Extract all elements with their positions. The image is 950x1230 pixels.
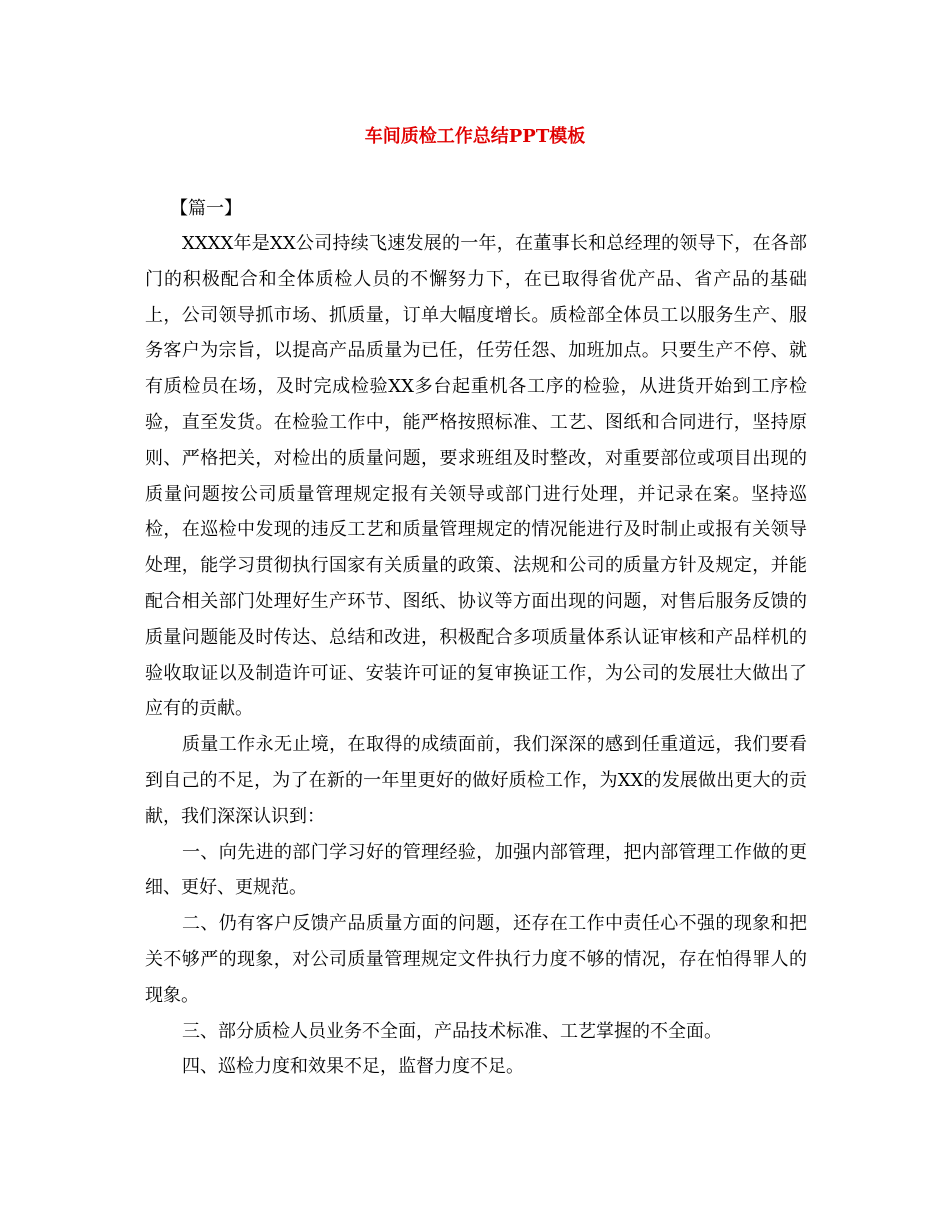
paragraph: 四、巡检力度和效果不足，监督力度不足。 — [182, 1056, 524, 1078]
document-body — [145, 226, 807, 1085]
paragraph: 三、部分质检人员业务不全面，产品技术标准、工艺掌握的不全面。 — [182, 1020, 722, 1042]
paragraph: 质量工作永无止境，在取得的成绩面前，我们深深的感到任重道远，我们要看到自己的不足，为了在新的一年里更好的做好质检工作，为XX的发展做出更大的贡献，我们深深认识到： — [145, 734, 807, 827]
paragraph: XXXX年是XX公司持续飞速发展的一年，在董事长和总经理的领导下，在各部门的积极配合和全体质检人员的不懈努力下，在已取得省优产品、省产品的基础上，公司领导抓市场、抓质量，订单大幅度增长。质检部全体员工以服务生产、服务客户为宗旨，以提高产品质量为已任，任劳任怨、加班加点。只要生产不停、就有质检员在场，及时完成检验XX多台起重机各工序的检验，从进货开始到工序检验，直至发货。在检验工作中，能严格按照标准、工艺、图纸和合同进行，坚持原则、严格把关，对检出的质量问题，要求班组及时整改，对重要部位或项目出现的质量问题按公司质量管理规定报有关领导或部门进行处理，并记录在案。坚持巡检，在巡检中发现的违反工艺和质量管理规定的情况能进行及时制止或报有关领导处理，能学习贯彻执行国家有关质量的政策、法规和公司的质量方针及规定，并能配合相关部门处理好生产环节、图纸、协议等方面出现的问题，对售后服务反馈的质量问题能及时传达、总结和改进，积极配合多项质量体系认证审核和产品样机的验收取证以及制造许可证、安装许可证的复审换证工作，为公司的发展壮大做出了应有的贡献。 — [145, 233, 807, 720]
paragraph: 二、仍有客户反馈产品质量方面的问题，还存在工作中责任心不强的现象和把关不够严的现象，对公司质量管理规定文件执行力度不够的情况，存在怕得罪人的现象。 — [145, 913, 807, 1006]
section-label: 【篇一】 — [170, 198, 242, 219]
paragraph: 一、向先进的部门学习好的管理经验，加强内部管理，把内部管理工作做的更细、更好、更规范。 — [145, 841, 807, 899]
document-title: 车间质检工作总结PPT模板 — [364, 126, 586, 147]
